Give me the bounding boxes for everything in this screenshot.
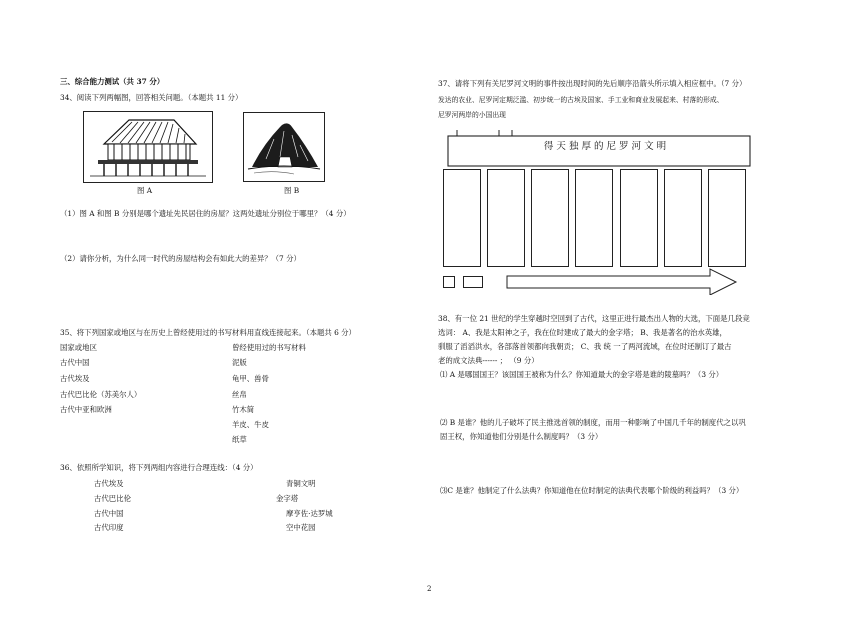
q35-left-item: 古代中国 xyxy=(60,358,90,367)
q34-sub2: （2）请你分析，为什么同一时代的房屋结构会有如此大的差异？（7 分） xyxy=(60,254,301,263)
q35-left-header: 国家或地区 xyxy=(60,343,97,352)
q35-right-item: 羊皮、牛皮 xyxy=(232,420,269,429)
q34-stem: 34、阅读下列两幅图，回答相关问题。（本题共 11 分） xyxy=(60,93,243,102)
q36-left-item: 古代中国 xyxy=(94,509,124,518)
q37-events: 发达的农业、尼罗河定期泛滥、初步统一的古埃及国家、手工业和商业发展起来、村落的形成、 xyxy=(438,96,724,104)
q38-stem: 驯服了滔滔洪水，各部落首领都向我朝贡； C、我 统 一了两河流域，在位时还制订了最古 xyxy=(438,342,732,351)
q38-stem: 38、有一位 21 世纪的学生穿越时空回到了古代，这里正进行最杰出人物的大选，下面是几段竞 xyxy=(438,314,750,323)
page-number: 2 xyxy=(427,585,432,593)
q38-sub1: ⑴ A 是哪国国王？该国国王被称为什么？你知道最大的金字塔是谁的陵墓吗？（3 分） xyxy=(440,370,724,379)
q38-stem: 选词： A、我是太阳神之子，我在位时建成了最大的金字塔； B、我是著名的治水英雄， xyxy=(438,328,727,337)
q35-left-item: 古代埃及 xyxy=(60,374,90,383)
section-title: 三、综合能力测试（共 37 分） xyxy=(60,77,165,86)
q35-right-item: 龟甲、兽骨 xyxy=(232,374,269,383)
q36-left-item: 古代印度 xyxy=(94,523,124,532)
small-box xyxy=(463,276,483,288)
answer-box[interactable] xyxy=(620,169,658,267)
q35-stem: 35、将下列国家或地区与在历史上曾经使用过的书写材料用直线连接起来。（本题共 6 分） xyxy=(60,328,356,337)
q37-events: 尼罗河两岸的小国出现 xyxy=(438,111,506,119)
q35-right-item: 纸草 xyxy=(232,435,247,444)
figure-a-image xyxy=(83,111,213,183)
figure-a-caption: 图 A xyxy=(137,186,153,195)
q36-stem: 36、依照所学知识，将下列两组内容进行合理连线：（4 分） xyxy=(60,463,258,472)
q36-left-item: 古代埃及 xyxy=(94,479,124,488)
answer-box[interactable] xyxy=(664,169,702,267)
q35-right-header: 曾经使用过的书写材料 xyxy=(232,343,306,352)
q35-right-item: 泥版 xyxy=(232,358,247,367)
answer-box[interactable] xyxy=(708,169,746,267)
answer-box[interactable] xyxy=(443,169,481,267)
q36-left-item: 古代巴比伦 xyxy=(94,494,131,503)
answer-box[interactable] xyxy=(487,169,525,267)
q38-sub3: ⑶C 是谁？他制定了什么法典？你知道他在位时制定的法典代表哪个阶级的利益吗？（3 分） xyxy=(440,486,744,495)
q35-right-item: 竹木简 xyxy=(232,405,255,414)
q34-sub1: （1）图 A 和图 B 分别是哪个遗址先民居住的房屋？这两处遗址分别位于哪里？（4 分） xyxy=(60,209,351,218)
q36-right-item: 空中花园 xyxy=(286,523,316,532)
q35-left-item: 古代巴比伦（苏美尔人） xyxy=(60,390,142,399)
q36-right-item: 金字塔 xyxy=(276,494,299,503)
q38-sub2: 固王权，你知道他们分别是什么制度吗？（3 分） xyxy=(440,432,603,441)
answer-box[interactable] xyxy=(531,169,569,267)
figure-b-image xyxy=(243,112,325,182)
q36-right-item: 摩亨佐·达罗城 xyxy=(286,509,333,518)
answer-box[interactable] xyxy=(575,169,613,267)
q37-stem: 37、请将下列有关尼罗河文明的事件按出现时间的先后顺序沿箭头所示填入相应框中。（7 分） xyxy=(438,79,747,88)
q36-right-item: 青铜文明 xyxy=(286,479,316,488)
nile-banner-text: 得 天 独 厚 的 尼 罗 河 文 明 xyxy=(543,141,667,152)
q38-stem: 老的成文法典------ ； （9 分） xyxy=(438,356,539,365)
figure-b-caption: 图 B xyxy=(284,186,300,195)
q35-right-item: 丝帛 xyxy=(232,390,247,399)
q35-left-item: 古代中亚和欧洲 xyxy=(60,405,112,414)
small-box xyxy=(443,276,455,288)
q38-sub2: ⑵ B 是谁？他的儿子破坏了民主推选首领的制度，而用一种影响了中国几千年的制度代之以巩 xyxy=(440,418,746,427)
